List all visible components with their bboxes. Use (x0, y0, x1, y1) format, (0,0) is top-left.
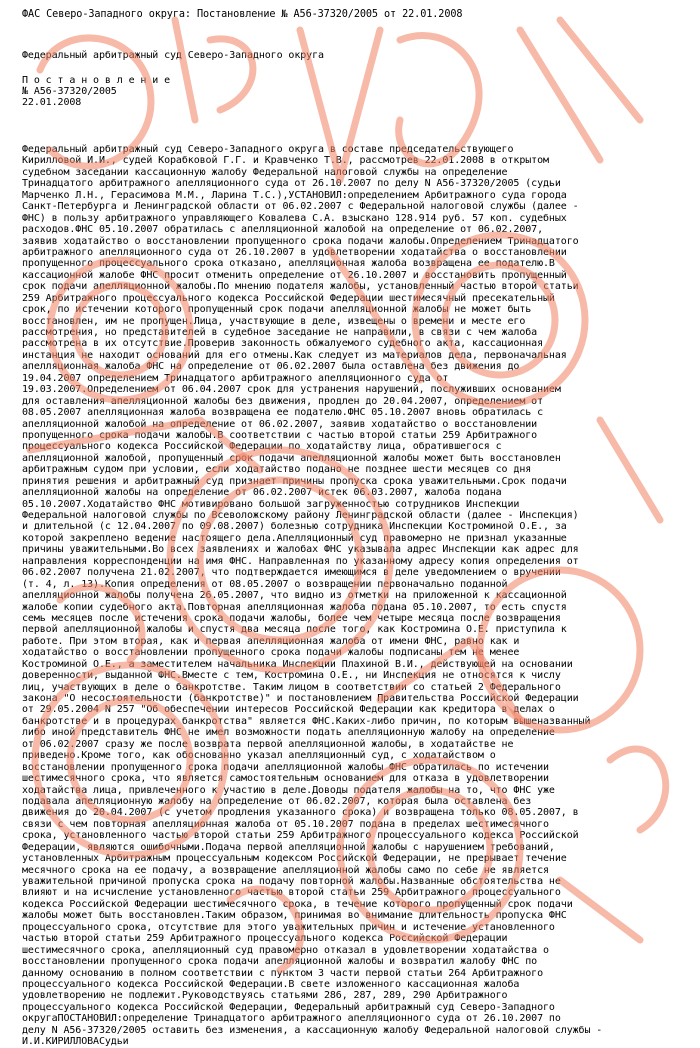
body-line: Кирилловой И.И., судей Корабковой Г.Г. и Кравченко Т.В., рассмотрев 22.01.2008 в открытом (22, 155, 549, 167)
body-line: связи с чем повторная апелляционная жалоба от 05.10.2007 подана в пределах шестимесячного (22, 818, 549, 830)
body-line: процессуального срока, отсутствие для этого уважительных причин и истечение установленного (22, 921, 555, 933)
body-line: делу N А56-37320/2005 оставить без изменения, а кассационную жалобу Федеральной налоговой службы - (22, 1024, 603, 1036)
body-line: процессуального кодекса Российской Федерации, Федеральный арбитражный суд Северо-Западного (22, 1001, 555, 1013)
body-line: рассмотрена в их отсутствие.Проверив законность обжалуемого судебного акта, кассационная (22, 338, 544, 350)
body-line: ФНС) в пользу арбитражного управляющего Ковалева С.А. взыскано 128.914 руб. 57 коп. судебных (22, 212, 567, 224)
body-line: установленных Арбитражным процессуальным кодексом Российской Федерации, не прерывает течение (22, 853, 567, 865)
body-line: доверенности, выданной ФНС.Вместе с тем, Костромина О.Е., ни Инспекция не относятся к числу (22, 670, 561, 682)
body-line: И.И.КИРИЛЛОВАСудьи (22, 1036, 129, 1048)
body-line: работе. При этом вторая, как и первая апелляционная жалоба от имени ФНС, равно как и (22, 635, 520, 647)
body-line: Марченко Л.Н., Герасимова М.М., Ларина Т.С.),УСТАНОВИЛ:определением Арбитражного суда города (22, 189, 567, 201)
body-line: и длительной (с 12.04.2007 по 09.08.2007) болезнью сотрудника Инспекции Костроминой О.Е., за (22, 521, 567, 533)
body-line: уважительной причиной пропуска срока на подачу повторной жалобы.Названные обстоятельства не (22, 876, 561, 887)
body-line: подавала апелляционную жалобу на определение от 06.02.2007, которая была оставлена без (22, 795, 532, 807)
body-line: апелляционной жалобы получена 26.05.2007, что видно из отметки на приложенной к кассационной (22, 590, 567, 602)
court-name: Федеральный арбитражный суд Северо-Западного округа (22, 50, 324, 61)
body-line: 08.05.2007 апелляционная жалоба возвращена ее подателю.ФНС 05.10.2007 вновь обратилась с (22, 407, 544, 419)
body-line: движения до 20.04.2007 (с учетом продления указанного срока) и возвращена только 08.05.2007, в (22, 807, 579, 819)
body-line: пропущенного срока подачи жалобы.В соответствии с частью второй статьи 259 Арбитражного (22, 429, 538, 441)
body-line: апелляционной жалобы на определение от 06.02.2007 истек 06.03.2007, жалоба подана (22, 487, 502, 499)
body-line: шестимесячного срока, апелляционный суд правомерно отказал в удовлетворении ходатайства о (22, 944, 549, 956)
body-line: банкротстве и в процедурах банкротства" является ФНС.Каких-либо причин, по которым вышеназванный (22, 715, 591, 727)
body-line: ходатайства лица, привлеченного к участию в деле.Доводы подателя жалобы на то, что ФНС уже (22, 784, 555, 796)
body-line: 05.10.2007.Ходатайство ФНС мотивировано большой загруженностью сотрудников Инспекции (22, 498, 520, 510)
body-line: которой закреплено ведение настоящего дела.Апелляционный суд правомерно не признал указанные (22, 532, 567, 544)
body-line: приведено.Кроме того, как обоснованно указал апелляционный суд, с ходатайством о (22, 750, 496, 762)
body-line: арбитражного апелляционного суда от 26.10.2007 в удовлетворении ходатайства о восстановлении (22, 246, 567, 258)
body-line: данному основанию в полном соответствии с пунктом 3 части первой статьи 264 Арбитражного (22, 967, 544, 979)
body-line: 06.02.2007 получена 21.02.2007, что подтверждается имеющимся в деле уведомлением о вручении (22, 567, 561, 579)
document-type: П о с т а н о в л е н и е (22, 75, 171, 86)
body-line: восстановлении пропущенного срока подачи апелляционной жалобы и возвратил жалобу ФНС по (22, 956, 538, 968)
body-line: 259 Арбитражного процессуального кодекса Российской Федерации шестимесячный пресекательный (22, 292, 555, 304)
body-line: Санкт-Петербурга и Ленинградской области от 06.02.2007 с Федеральной налоговой службы (далее - (22, 201, 579, 213)
case-number: № А56-37320/2005 (22, 86, 117, 97)
body-line: округаПОСТАНОВИЛ:определение Тринадцатого арбитражного апелляционного суда от 26.10.2007 по (22, 1013, 561, 1025)
body-line: судебном заседании кассационную жалобу Федеральной налоговой службы на определение (22, 166, 508, 178)
body-line: 19.03.2007.Определением от 06.04.2007 срок для устранения нарушений, послуживших основанием (22, 384, 561, 396)
body-line: Федеральный арбитражный суд Северо-Западного округа в составе председательствующего (22, 144, 514, 155)
body-line: месячного срока на ее подачу, а возвращение апелляционной жалобы само по себе не является (22, 864, 549, 876)
body-line: Тринадцатого арбитражного апелляционного суда от 26.10.2007 по делу N А56-37320/2005 (судьи (22, 178, 561, 190)
body-line: закона "О несостоятельности (банкротстве)" и постановлением Правительства Российской Федерации (22, 693, 579, 704)
body-line: кассационной жалобе ФНС просит отменить определение от 26.10.2007 и восстановить пропущенный (22, 269, 567, 281)
body-line: первой апелляционной жалобы и спустя два месяца после того, как Костромина О.Е. приступила к (22, 624, 567, 636)
body-line: рассмотрения, но представителей в судебное заседание не направили, в связи с чем жалоба (22, 327, 538, 338)
body-line: жалобе копии судебного акта.Повторная апелляционная жалоба подана 05.10.2007, то есть спустя (22, 601, 567, 613)
body-line: расходов.ФНС 05.10.2007 обратилась с апелляционной жалобой на определение от 06.02.2007, (22, 224, 544, 236)
document (22, 9, 694, 1048)
body-line: восстановлен, им не пропущен.Лица, участвующие в деле, извещены о времени и месте его (22, 315, 526, 327)
body-line: процессуального кодекса Российской Федерации по ходатайству лица, обратившегося с (22, 441, 502, 453)
body-line: жалобы может быть восстановлен.Таким образом, принимая во внимание длительность пропуска ФНС (22, 910, 567, 922)
document-date: 22.01.2008 (22, 97, 82, 108)
body-line: апелляционная жалоба ФНС на определение от 06.02.2007 была оставлена без движения до (22, 361, 520, 373)
document-body (22, 144, 694, 1048)
body-line: Федеральной налоговой службы по Всеволожскому району Ленинградской области (далее - Инспекция) (22, 510, 579, 521)
body-line: ходатайство о восстановлении пропущенного срока подачи жалобы подписаны тем не менее (22, 647, 520, 659)
body-line: либо иной представитель ФНС не имел возможности подать апелляционную жалобу на определение (22, 727, 555, 739)
body-line: семь месяцев после истечения срока подачи жалобы, более чем четыре месяца после возвращения (22, 612, 561, 624)
body-line: кодекса Российской Федерации шестимесячного срока, в течение которого пропущенный срок подачи (22, 898, 573, 910)
body-line: удовлетворению не подлежит.Руководствуясь статьями 286, 287, 289, 290 Арбитражного (22, 990, 508, 1002)
body-line: заявив ходатайство о восстановлении пропущенного срока подачи жалобы.Определением Тринадцатого (22, 235, 579, 247)
body-line: для оставления апелляционной жалобы без движения, продлен до 20.04.2007, определением от (22, 395, 544, 407)
body-line: частью второй статьи 259 Арбитражного процессуального кодекса Российской Федерации (22, 933, 508, 945)
body-line: от 06.02.2007 сразу же после возврата первой апелляционной жалобы, в ходатайстве не (22, 738, 514, 750)
body-line: срока, установленного частью второй статьи 259 Арбитражного процессуального кодекса Российской (22, 830, 579, 842)
body-line: направления корреспонденции на имя ФНС. Направленная по указанному адресу копия определения от (22, 555, 579, 567)
body-line: причины уважительными.Во всех заявлениях и жалобах ФНС указывала адрес Инспекции как адрес для (22, 544, 579, 556)
document-header: ФАС Северо-Западного округа: Постановление № А56-37320/2005 от 22.01.2008 (22, 9, 463, 20)
body-line: апелляционной жалобой на определение от 06.02.2007, заявив ходатайство о восстановлении (22, 418, 538, 430)
body-line: инстанция не находит оснований для его отмены.Как следует из материалов дела, первоначальная (22, 349, 567, 361)
body-line: 19.04.2007 определением Тринадцатого арбитражного апелляционного суда от (22, 372, 449, 384)
body-line: апелляционной жалобой, пропущенный срок подачи апелляционной жалобы может быть восстановлен (22, 452, 561, 464)
body-line: Костроминой О.Е., а заместителем начальника Инспекции Плахиной В.И., действующей на основании (22, 658, 573, 670)
body-line: арбитражным судом при условии, если ходатайство подано не позднее шести месяцев со дня (22, 464, 532, 476)
body-line: принятия решения и арбитражный суд признает причины пропуска срока уважительными.Срок подачи (22, 475, 567, 487)
body-line: срок подачи апелляционной жалобы.По мнению подателя жалобы, установленный частью второй статьи (22, 281, 579, 293)
body-line: срок, по истечении которого пропущенный срок подачи апелляционной жалобы не может быть (22, 304, 532, 316)
body-line: лиц, участвующих в деле о банкротстве. Таким лицом в соответствии со статьей 2 Федерального (22, 681, 561, 693)
body-line: шестимесячного срока, что является самостоятельным основанием для отказа в удовлетворении (22, 773, 549, 785)
body-line: (т. 4, л. 13).Копия определения от 08.05.2007 о возвращении первоначально поданной (22, 578, 508, 590)
body-line: восстановлении пропущенного срока подачи апелляционной жалобы ФНС обратилась по истечении (22, 761, 549, 773)
body-line: от 29.05.2004 N 257 "Об обеспечении интересов Российской Федерации как кредитора в делах о (22, 704, 555, 716)
body-line: влияют и на исчисление установленного частью второй статьи 259 Арбитражного процессуального (22, 887, 561, 899)
body-line: пропущенного процессуального срока отказано, апелляционная жалоба возвращена ее подателю.В (22, 258, 555, 270)
body-line: процессуального кодекса Российской Федерации.В свете изложенного кассационная жалоба (22, 978, 520, 990)
body-line: Федерации, являются ошибочными.Подача первой апелляционной жалобы с нарушением требований, (22, 841, 555, 853)
